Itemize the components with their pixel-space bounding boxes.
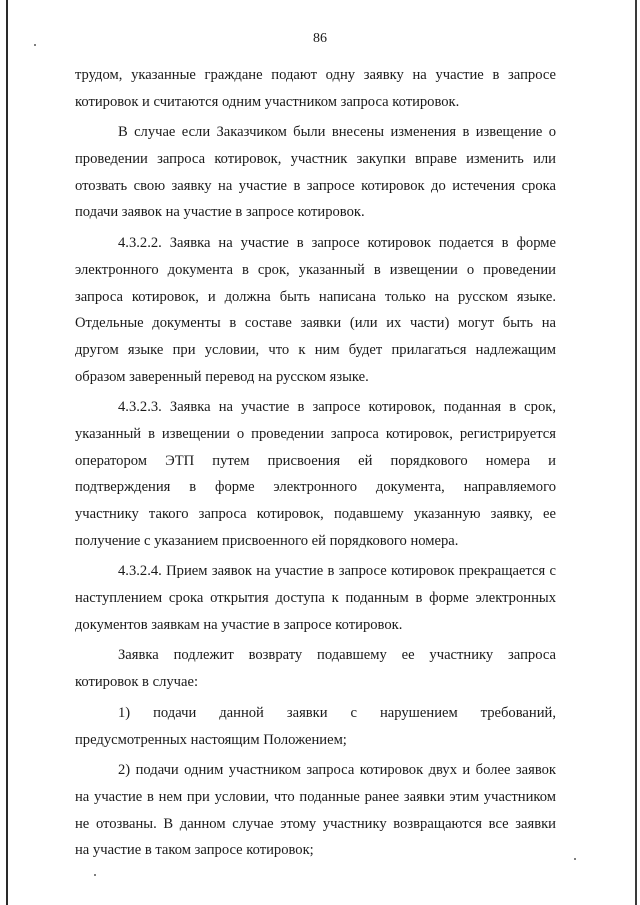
paragraph	[75, 394, 556, 554]
text-line: наступлением срока открытия доступа к поданным в форме электронных	[75, 590, 556, 607]
text-line: другом языке при условии, что к ним будет прилагаться надлежащим	[75, 341, 556, 358]
scan-right-border	[635, 0, 637, 905]
page-number: 86	[313, 31, 327, 46]
list-item	[75, 757, 556, 864]
text-line: 4.3.2.3. Заявка на участие в запросе котировок, поданная в срок,	[118, 399, 556, 416]
text-line: электронного документа в срок, указанный в извещении о проведении	[75, 261, 556, 278]
text-line: 4.3.2.2. Заявка на участие в запросе котировок подается в форме	[118, 235, 556, 252]
list-item	[75, 700, 556, 753]
paragraph	[75, 119, 556, 226]
text-line: на участие в таком запросе котировок;	[75, 842, 314, 859]
text-line: трудом, указанные граждане подают одну заявку на участие в запросе	[75, 67, 556, 83]
paragraph	[75, 558, 556, 638]
text-line: Заявка подлежит возврату подавшему ее участнику запроса	[118, 647, 556, 664]
text-line: не отозваны. В данном случае этому участнику возвращаются все заявки	[75, 815, 556, 832]
text-line: 4.3.2.4. Прием заявок на участие в запросе котировок прекращается с	[118, 563, 556, 580]
text-line: Отдельные документы в составе заявки (или их части) могут быть на	[75, 315, 556, 332]
paragraph	[75, 230, 556, 390]
text-line: получение с указанием присвоенного ей порядкового номера.	[75, 532, 459, 549]
text-line: документов заявкам на участие в запросе котировок.	[75, 616, 403, 633]
text-line: предусмотренных настоящим Положением;	[75, 731, 347, 748]
scan-speck	[574, 858, 576, 860]
document-body	[75, 62, 556, 864]
text-line: подачи заявок на участие в запросе котировок.	[75, 204, 365, 221]
text-line: котировок и считаются одним участником запроса котировок.	[75, 93, 460, 110]
text-line: отозвать свою заявку на участие в запросе котировок до истечения срока	[75, 177, 556, 194]
text-line: указанный в извещении о проведении запроса котировок, регистрируется	[75, 425, 556, 442]
scan-speck	[94, 874, 96, 876]
text-line: подтверждения в форме электронного документа, направляемого	[75, 479, 556, 496]
text-line: запроса котировок, и должна быть написана только на русском языке.	[75, 288, 556, 305]
text-line: на участие в нем при условии, что поданные ранее заявки этим участником	[75, 788, 556, 805]
paragraph	[75, 62, 556, 115]
text-line: проведении запроса котировок, участник закупки вправе изменить или	[75, 151, 556, 168]
text-line: образом заверенный перевод на русском языке.	[75, 368, 369, 385]
scan-left-border	[6, 0, 8, 905]
text-line: котировок в случае:	[75, 674, 199, 691]
text-line: участнику такого запроса котировок, подавшему указанную заявку, ее	[75, 506, 556, 522]
text-line: оператором ЭТП путем присвоения ей порядкового номера и	[75, 452, 556, 469]
text-line: 1) подачи данной заявки с нарушением требований,	[118, 704, 556, 721]
text-line: В случае если Заказчиком были внесены изменения в извещение о	[118, 124, 556, 141]
text-line: 2) подачи одним участником запроса котировок двух и более заявок	[118, 762, 556, 779]
paragraph	[75, 642, 556, 695]
